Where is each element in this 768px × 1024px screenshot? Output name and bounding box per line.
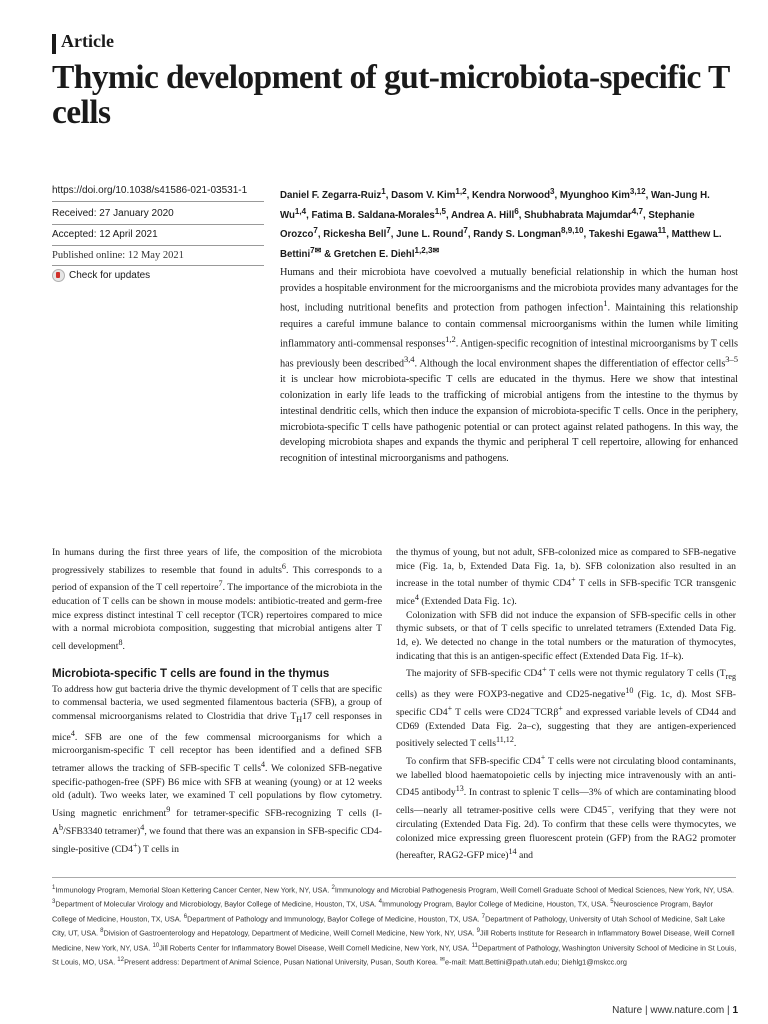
- article-type-label: Article: [61, 31, 114, 51]
- footnote-divider: [52, 877, 736, 878]
- article-accent-bar: [52, 34, 56, 54]
- meta-divider: [52, 265, 264, 266]
- meta-divider: [52, 245, 264, 246]
- body-paragraph: To address how gut bacteria drive the thymic development of T cells that are specific to commensal bacteria, we used segmented filamentous bacteria (SFB), a group of commensal microorganisms related to Clostridia that drive $T_H17$ cell responses in mice$^4$. SFB are one of the few commensal microorganisms for which a microorganism-specific T cell receptor has been identified and a defined SFB tetramer allows the tracking of SFB-specific T cells$^4$. We colonized SFB-negative specific-pathogen-free (SPF) B6 mice with SFB at weaning (young) or at 12 weeks old (adult). Two weeks later, we examined T cell populations by flow cytometry. Using magnetic enrichment$^9$ for tetramer-specific SFB-recognizing T cells ($I-A^b/SFB3340$ tetramer)$^4$, we found that there was an expansion in SFB-specific CD4-single-positive (CD4+) T cells in: [52, 683, 383, 855]
- footer-separator: |: [727, 1005, 730, 1016]
- journal-url[interactable]: www.nature.com: [650, 1005, 725, 1016]
- paper-title: Thymic development of gut-microbiota-specific T cells: [52, 59, 730, 131]
- affiliations-footnotes: $^1$Immunology Program, Memorial Sloan Kettering Cancer Center, New York, NY, USA. $^2$Immunology and Microbial Pathogenesis Program, Weill Cornell Graduate School of Medical Sciences, New York, NY, USA. $^3$Department of Molecular Virology and Microbiology, Baylor College of Medicine, Houston, TX, USA. $^4$Immunology Program, Baylor College of Medicine, Houston, TX, USA. $^5$Neuroscience Program, Baylor College of Medicine, Houston, TX, USA. $^6$Department of Pathology and Immunology, Baylor College of Medicine, Houston, TX, USA. $^7$Department of Pathology, University of Utah School of Medicine, Salt Lake City, UT, USA. $^8$Division of Gastroenterology and Hepatology, Department of Medicine, Weill Cornell Medicine, New York, NY, USA. $^9$Jill Roberts Institute for Research in Inflammatory Bowel Disease, Weill Cornell Medicine, New York, NY, USA. $^{10}$Jill Roberts Center for Inflammatory Bowel Disease, Weill Cornell Medicine, New York, NY, USA. $^{11}$Department of Pathology, Washington University School of Medicine in St Louis, St Louis, MO, USA. $^{12}$Present address: Department of Animal Science, Pusan National University, Pusan, South Korea. ✉e-mail: Matt.Bettini@path.utah.edu; Diehlg1@mskcc.org: [52, 884, 737, 967]
- abstract: Humans and their microbiota have coevolved a mutually beneficial relationship in which the human host provides a hospitable environment for the microorganisms and the microbiota provides many advantages for the host, including nutritional benefits and protection from pathogen infection$^1$. Maintaining this relationship requires a careful immune balance to contain commensal microorganisms within the lumen while limiting inflammatory anti-commensal responses$^{1,2}$. Antigen-specific recognition of intestinal microorganisms by T cells has previously been described$^{3,4}$. Although the local environment shapes the differentiation of effector cells$^{3-5}$ it is unclear how microbiota-specific T cells are educated in the thymus. Here we show that intestinal colonization in early life leads to the trafficking of microbial antigens from the intestine to the thymus by intestinal dendritic cells, which then induce the expansion of microbiota-specific T cells. Once in the periphery, microbiota-specific T cells have pathogenic potential or can protect against related pathogens. In this way, the developing microbiota shapes and expands the thymic and peripheral T cell repertoire, allowing for enhanced recognition of intestinal microorganisms and pathogens.: [280, 267, 738, 464]
- meta-divider: [52, 224, 264, 225]
- body-paragraph: The majority of SFB-specific CD4+ T cells were not thymic regulatory T cells ($T_{reg}$ cells) as they were FOXP3-negative and CD25-negative$^{10}$ (Fig. 1c, d). Most SFB-specific CD4+ T cells were CD24−TCRβ+ and expressed variable levels of CD44 and CD69 (Extended Data Fig. 2a–c), suggesting that they are antigen-experienced positively selected T cells$^{11,12}$.: [396, 665, 737, 750]
- meta-divider: [52, 201, 264, 202]
- journal-name: Nature: [612, 1005, 643, 1016]
- check-updates-label: Check for updates: [69, 270, 151, 281]
- page-number: 1: [732, 1005, 738, 1016]
- body-paragraph: To confirm that SFB-specific CD4+ T cells were not circulating blood contaminants, we labelled blood haematopoietic cells by injecting mice intravenously with an anti-CD45 antibody$^{13}$. In contrast to splenic T cells—3% of which are contaminating blood cells—nearly all tetramer-positive cells were CD45−, verifying that they were not circulating (Extended Data Fig. 2d). To confirm that these cells were thymocytes, we colonized mice expressing green fluorescent protein (GFP) from the RAG2 promoter (hereafter, RAG2-GFP mice)$^{14}$ and: [396, 753, 736, 862]
- check-for-updates-button[interactable]: [52, 269, 150, 282]
- accepted-date: Accepted: 12 April 2021: [52, 229, 158, 240]
- body-paragraph: the thymus of young, but not adult, SFB-colonized mice as compared to SFB-negative mice (Fig. 1a, b, Extended Data Fig. 1a, b). SFB colonization also resulted in an increase in the total number of thymic CD4+ T cells in SFB-specific TCR transgenic mice$^4$ (Extended Data Fig. 1c).: [396, 547, 736, 608]
- doi-link[interactable]: https://doi.org/10.1038/s41586-021-03531-1: [52, 185, 248, 196]
- body-column-left: [52, 546, 382, 857]
- body-paragraph: Colonization with SFB did not induce the expansion of SFB-specific cells in other thymic subsets, or that of T cells specific to unrelated tetramers (Extended Data Fig. 1d, e). We detected no change in the total numbers or the maturation of thymocytes, indicating that this is an antigen-specific effect (Extended Data Fig. 1f–k).: [396, 609, 736, 662]
- received-date: Received: 27 January 2020: [52, 208, 174, 219]
- footer-separator: |: [644, 1005, 648, 1016]
- body-column-right: [396, 546, 736, 863]
- page-footer: [612, 1005, 738, 1016]
- published-date: Published online: 12 May 2021: [52, 250, 184, 261]
- body-paragraph: In humans during the first three years of life, the composition of the microbiota progressively stabilizes to resemble that found in adults$^6$. This corresponds to a period of expansion of the T cell repertoire$^7$. The importance of the microbiota in the education of T cells can be shown in mouse models: antibiotic-treated and germ-free mice express distinct intestinal T cell receptor (TCR) repertoires compared to mice with a normal microbiota composition, suggesting that microbial antigens alter T cell development$^8$.: [52, 547, 383, 653]
- check-updates-icon: [52, 269, 65, 282]
- section-heading: Microbiota-specific T cells are found in the thymus: [52, 667, 330, 680]
- author-list: Daniel F. Zegarra-Ruiz$^1$, Dasom V. Kim$^{1,2}$, Kendra Norwood$^3$, Myunghoo Kim$^{3,12}$, Wan-Jung H. Wu$^{1,4}$, Fatima B. Saldana-Morales$^{1,5}$, Andrea A. Hill$^6$, Shubhabrata Majumdar$^{4,7}$, Stephanie Orozco$^7$, Rickesha Bell$^7$, June L. Round$^7$, Randy S. Longman$^{8,9,10}$, Takeshi Egawa$^{11}$, Matthew L. Bettini$^{7✉}$ & Gretchen E. Diehl$^{1,2,3✉}$: [280, 187, 722, 261]
